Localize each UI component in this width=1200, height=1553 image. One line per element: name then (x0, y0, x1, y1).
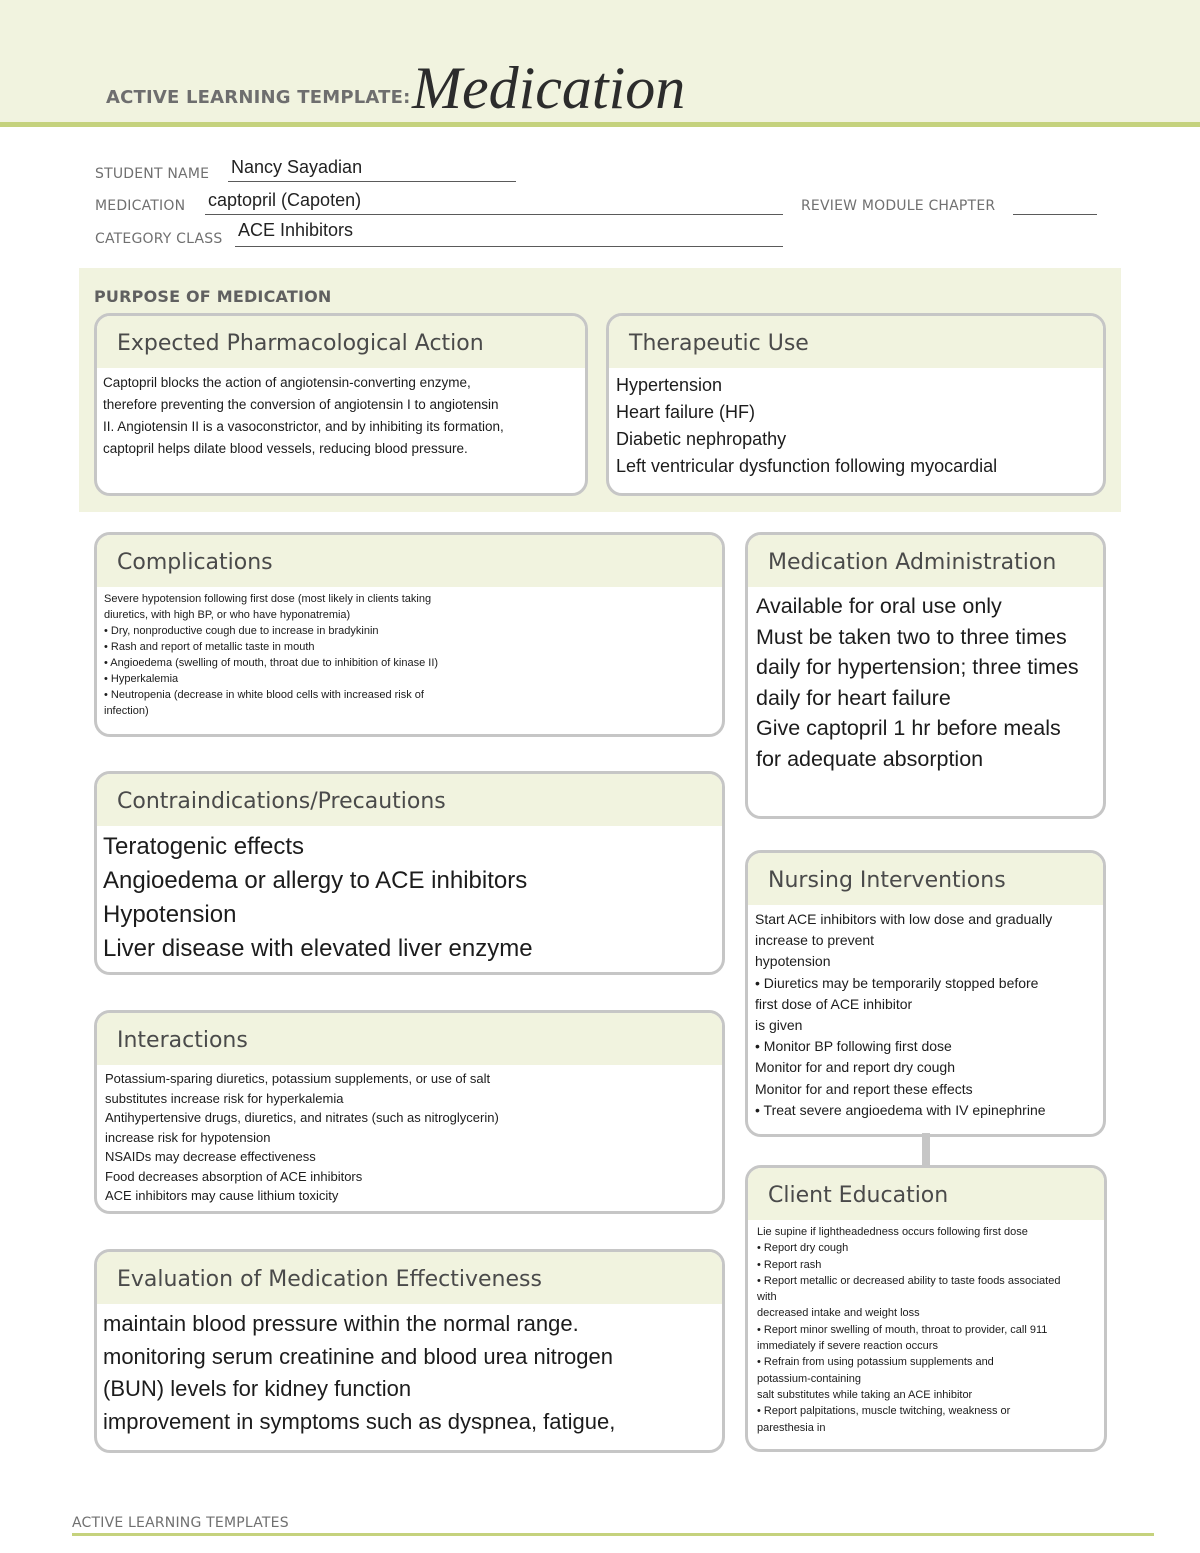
student-name-line (228, 181, 516, 182)
complications-text[interactable]: Severe hypotension following first dose (most likely in clients taking diuretics, with high BP, or who have hyponatremia) • Dry, nonproductive cough due to increase in bradykinin • Rash and report of metallic taste in mouth • Angioedema (swelling of mouth, throat due to inhibition of kinase II) • Hyperkalemia • Neutropenia (decrease in white blood cells with increased risk of infection) (104, 593, 439, 717)
review-module-line (1013, 214, 1097, 215)
interactions-box (94, 1010, 725, 1214)
footer-divider (72, 1533, 1154, 1536)
expected-action-text[interactable]: Captopril blocks the action of angiotensin-converting enzyme, therefore preventing the conversion of angiotensin I to angiotensin II. Angiotensin II is a vasoconstrictor, and by inhibiting its formation, captopril helps dilate blood vessels, reducing blood pressure. (103, 375, 504, 456)
evaluation-text[interactable]: maintain blood pressure within the normal range. monitoring serum creatinine and blood urea nitrogen (BUN) levels for kidney function improvement in symptoms such as dyspnea, fatigue, (103, 1311, 616, 1434)
student-name-label: STUDENT NAME (95, 166, 210, 182)
administration-box (745, 532, 1106, 819)
administration-title: Medication Administration (748, 535, 1103, 587)
medication-line (205, 214, 783, 215)
therapeutic-use-box (606, 313, 1106, 496)
category-class-line (235, 246, 783, 247)
nursing-interventions-box (745, 850, 1106, 1137)
contraindications-text[interactable]: Teratogenic effects Angioedema or allergy to ACE inhibitors Hypotension Liver disease with elevated liver enzyme (103, 833, 533, 962)
contraindications-title: Contraindications/Precautions (97, 774, 722, 826)
contraindications-box (94, 771, 725, 975)
template-label: ACTIVE LEARNING TEMPLATE: (106, 87, 411, 108)
complications-box (94, 532, 725, 737)
evaluation-box (94, 1249, 725, 1453)
template-title: Medication (412, 55, 686, 121)
student-name-field[interactable]: Nancy Sayadian (231, 157, 363, 177)
client-education-title: Client Education (748, 1168, 1104, 1220)
category-class-field[interactable]: ACE Inhibitors (238, 220, 354, 240)
client-education-box (745, 1165, 1107, 1452)
medication-field[interactable]: captopril (Capoten) (208, 190, 362, 210)
therapeutic-use-title: Therapeutic Use (609, 316, 1103, 368)
nursing-interventions-text[interactable]: Start ACE inhibitors with low dose and gradually increase to prevent hypotension • Diuretics may be temporarily stopped before first dose of ACE inhibitor is given • Monitor BP following first dose Monitor for and report dry cough Monitor for and report these effects • Treat severe angioedema with IV epinephrine (755, 911, 1053, 1118)
nursing-interventions-title: Nursing Interventions (748, 853, 1103, 905)
footer-label: ACTIVE LEARNING TEMPLATES (72, 1515, 289, 1531)
administration-text[interactable]: Available for oral use only Must be taken two to three times daily for hypertension; three times daily for heart failure Give captopril 1 hr before meals for adequate absorption (756, 594, 1079, 771)
category-class-label: CATEGORY CLASS (95, 231, 223, 247)
medication-label: MEDICATION (95, 198, 186, 214)
interactions-text[interactable]: Potassium-sparing diuretics, potassium supplements, or use of salt substitutes increase risk for hyperkalemia Antihypertensive drugs, diuretics, and nitrates (such as nitroglycerin) increase risk for hypotension NSAIDs may decrease effectiveness Food decreases absorption of ACE inhibitors ACE inhibitors may cause lithium toxicity (105, 1071, 499, 1203)
complications-title: Complications (97, 535, 722, 587)
therapeutic-use-text[interactable]: Hypertension Heart failure (HF) Diabetic nephropathy Left ventricular dysfunction following myocardial (616, 375, 998, 476)
client-education-text[interactable]: Lie supine if lightheadedness occurs following first dose • Report dry cough • Report rash • Report metallic or decreased ability to taste foods associated with decreased intake and weight loss • Report minor swelling of mouth, throat to provider, call 911 immediately if severe reaction occurs • Refrain from using potassium supplements and potassium-containing salt substitutes while taking an ACE inhibitor • Report palpitations, muscle twitching, weakness or paresthesia in (757, 1226, 1061, 1434)
box-connector (922, 1133, 930, 1165)
interactions-title: Interactions (97, 1013, 722, 1065)
expected-action-box (94, 313, 588, 496)
expected-action-title: Expected Pharmacological Action (97, 316, 585, 368)
review-module-label: REVIEW MODULE CHAPTER (801, 198, 996, 214)
evaluation-title: Evaluation of Medication Effectiveness (97, 1252, 722, 1304)
purpose-title: PURPOSE OF MEDICATION (94, 287, 332, 306)
